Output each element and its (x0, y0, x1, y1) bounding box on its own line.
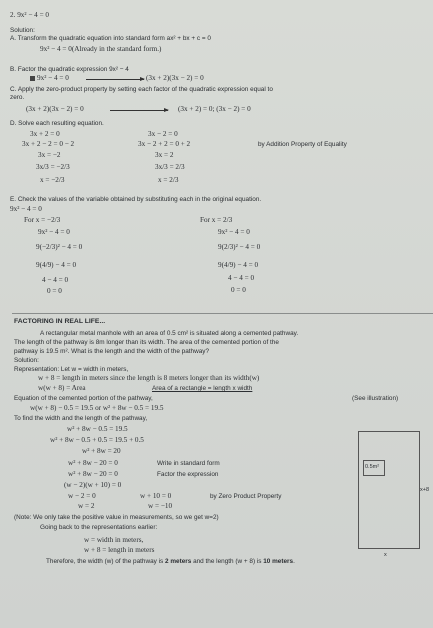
equation-label: Equation of the cemented portion of the pathway, (14, 395, 153, 402)
check-right-4: 9(4/9) − 4 = 0 (218, 261, 259, 269)
note-positive: (Note: We only take the positive value in measurements, so we get w=2) (14, 514, 219, 521)
check-right-1: For x = 2/3 (200, 216, 233, 224)
pathway-rectangle (358, 431, 420, 549)
rep-w: w = width in meters, (84, 536, 144, 544)
right-solve-4: 3x/3 = 2/3 (155, 163, 185, 171)
check-eq: 9x² − 4 = 0 (10, 205, 42, 213)
find-label: To find the width and the length of the pathway, (14, 415, 148, 422)
addition-property-note: by Addition Property of Equality (258, 141, 347, 148)
left-solve-3: 3x = −2 (38, 151, 61, 159)
root-mid: w = −10 (148, 502, 173, 510)
right-solve-5: x = 2/3 (158, 176, 179, 184)
bottom-label: x (384, 552, 387, 558)
check-left-4: 9(4/9) − 4 = 0 (36, 261, 77, 269)
check-left-2: 9x² − 4 = 0 (38, 228, 70, 236)
problem-line-2: The length of the pathway is 8m longer than its width. The area of the cemented portion of the (14, 339, 279, 346)
step-b: B. Factor the quadratic expression 9x² − 4 (10, 66, 129, 73)
conclusion: Therefore, the width (w) of the pathway is 2 meters and the length (w + 8) is 10 meters. (46, 558, 295, 565)
going-back: Going back to the representations earlier: (40, 524, 158, 531)
arrow-icon (110, 110, 168, 111)
check-left-3: 9(−2/3)² − 4 = 0 (36, 243, 83, 251)
step-e: E. Check the values of the variable obtained by substituting each in the original equation. (10, 196, 262, 203)
solution-label-2: Solution: (14, 357, 39, 364)
manhole-label: 0.5m² (365, 464, 380, 470)
arrow-icon (86, 79, 144, 80)
zero-product-note: by Zero Product Property (210, 493, 282, 500)
problem-number: 2. 9x² − 4 = 0 (10, 11, 50, 19)
equation-line: w(w + 8) − 0.5 = 19.5 or w² + 8w − 0.5 = 19.5 (30, 404, 164, 412)
note-standard-form: Write in standard form (157, 460, 220, 467)
step-c-right: (3x + 2) = 0; (3x − 2) = 0 (178, 105, 251, 113)
problem-line-1: A rectangular metal manhole with an area of 0.5 cm² is situated along a cemented pathway. (40, 330, 299, 337)
root-left: w = 2 (78, 502, 95, 510)
step-b-right: (3x + 2)(3x − 2) = 0 (146, 74, 204, 82)
side-label: x+8 (420, 487, 430, 493)
step-a-eq: 9x² − 4 = 0(Already in the standard form.) (40, 45, 162, 53)
check-right-5: 4 − 4 = 0 (228, 274, 255, 282)
note-factor: Factor the expression (157, 471, 219, 478)
checkbox-icon (30, 76, 35, 81)
step-5: w² + 8w − 20 = 0 (68, 470, 118, 478)
see-illustration: (See illustration) (352, 395, 399, 402)
left-solve-2: 3x + 2 − 2 = 0 − 2 (22, 140, 75, 148)
step-c-line2: zero. (10, 94, 25, 101)
left-solve-4: 3x/3 = −2/3 (36, 163, 70, 171)
check-right-2: 9x² − 4 = 0 (218, 228, 250, 236)
step-2: w² + 8w − 0.5 + 0.5 = 19.5 + 0.5 (50, 436, 144, 444)
step-3: w² + 8w = 20 (82, 447, 121, 455)
step-c-line1: C. Apply the zero-product property by setting each factor of the quadratic expression equal to (10, 86, 273, 93)
step-4: w² + 8w − 20 = 0 (68, 459, 118, 467)
representation-3b: Area of a rectangle = length x width (152, 385, 253, 392)
check-left-1: For x = −2/3 (24, 216, 61, 224)
right-solve-3: 3x = 2 (155, 151, 174, 159)
problem-line-3: pathway is 19.5 m². What is the length and the width of the pathway? (14, 348, 210, 355)
solution-label: Solution: (10, 27, 35, 34)
right-solve-1: 3x − 2 = 0 (148, 130, 178, 138)
zero-mid: w + 10 = 0 (140, 492, 172, 500)
rep-l: w + 8 = length in meters (84, 546, 155, 554)
check-left-6: 0 = 0 (47, 287, 62, 295)
check-right-3: 9(2/3)² − 4 = 0 (218, 243, 261, 251)
right-solve-2: 3x − 2 + 2 = 0 + 2 (138, 140, 191, 148)
step-d: D. Solve each resulting equation. (10, 120, 104, 127)
step-6: (w − 2)(w + 10) = 0 (64, 481, 122, 489)
representation-3a: w(w + 8) = Area (38, 384, 86, 392)
left-solve-5: x = −2/3 (40, 176, 65, 184)
representation-1: Representation: Let w = width in meters, (14, 366, 129, 373)
step-a: A. Transform the quadratic equation into standard form ax² + bx + c = 0 (10, 35, 211, 42)
zero-left: w − 2 = 0 (68, 492, 96, 500)
step-b-left: 9x² − 4 = 0 (37, 74, 69, 82)
section-heading: FACTORING IN REAL LIFE... (14, 318, 106, 325)
check-left-5: 4 − 4 = 0 (42, 276, 69, 284)
section-divider (12, 313, 433, 314)
representation-2: w + 8 = length in meters since the length is 8 meters longer than its width(w) (38, 374, 260, 382)
step-c-left: (3x + 2)(3x − 2) = 0 (26, 105, 84, 113)
step-1: w² + 8w − 0.5 = 19.5 (67, 425, 128, 433)
check-right-6: 0 = 0 (231, 286, 246, 294)
left-solve-1: 3x + 2 = 0 (30, 130, 60, 138)
